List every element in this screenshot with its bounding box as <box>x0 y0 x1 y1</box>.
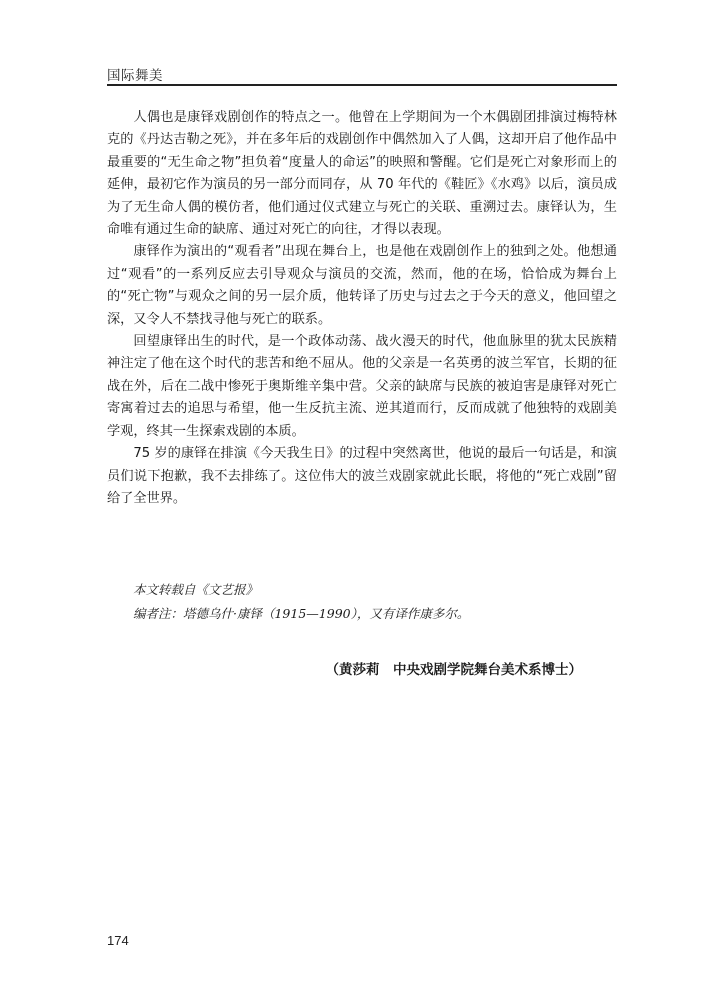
editor-note: 编者注：塔德乌什·康铎（1915—1990），又有译作康多尔。 <box>133 606 470 621</box>
article-body <box>107 107 617 510</box>
paragraph: 人偶也是康铎戏剧创作的特点之一。他曾在上学期间为一个木偶剧团排演过梅特林克的《丹达吉勒之死》，并在多年后的戏剧创作中偶然加入了人偶，这却开启了他作品中最重要的“无生命之物”担负着“度量人的命运”的映照和警醒。它们是死亡对象形而上的延伸，最初它作为演员的另一部分而同存，从 70 年代的《鞋匠》《水鸡》以后，演员成为了无生命人偶的模仿者，他们通过仪式建立与死亡的关联、重溯过去。康铎认为，生命唯有通过生命的缺席、通过对死亡的向往，才得以表现。 <box>107 110 617 238</box>
paragraph: 75 岁的康铎在排演《今天我生日》的过程中突然离世，他说的最后一句话是，和演员们说下抱歉，我不去排练了。这位伟大的波兰戏剧家就此长眠，将他的“死亡戏剧”留给了全世界。 <box>107 446 617 506</box>
notes-block <box>133 578 593 626</box>
journal-title: 国际舞美 <box>107 68 163 84</box>
author-byline: （黄莎莉 中央戏剧学院舞台美术系博士） <box>325 662 582 678</box>
running-header <box>107 64 617 88</box>
source-note: 本文转载自《文艺报》 <box>133 582 259 597</box>
header-rule <box>107 84 617 86</box>
page-number: 174 <box>107 933 129 948</box>
paragraph: 康铎作为演出的“观看者”出现在舞台上，也是他在戏剧创作上的独到之处。他想通过“观看”的一系列反应去引导观众与演员的交流，然而，他的在场，恰恰成为舞台上的“死亡物”与观众之间的另一层介质，他转译了历史与过去之于今天的意义，他回望之深，又令人不禁找寻他与死亡的联系。 <box>107 244 617 327</box>
paragraph: 回望康铎出生的时代，是一个政体动荡、战火漫天的时代，他血脉里的犹太民族精神注定了他在这个时代的悲苦和绝不屈从。他的父亲是一名英勇的波兰军官，长期的征战在外，后在二战中惨死于奥斯维辛集中营。父亲的缺席与民族的被迫害是康铎对死亡寄寓着过去的追思与希望，他一生反抗主流、逆其道而行，反而成就了他独特的戏剧美学观，终其一生探索戏剧的本质。 <box>107 334 617 439</box>
